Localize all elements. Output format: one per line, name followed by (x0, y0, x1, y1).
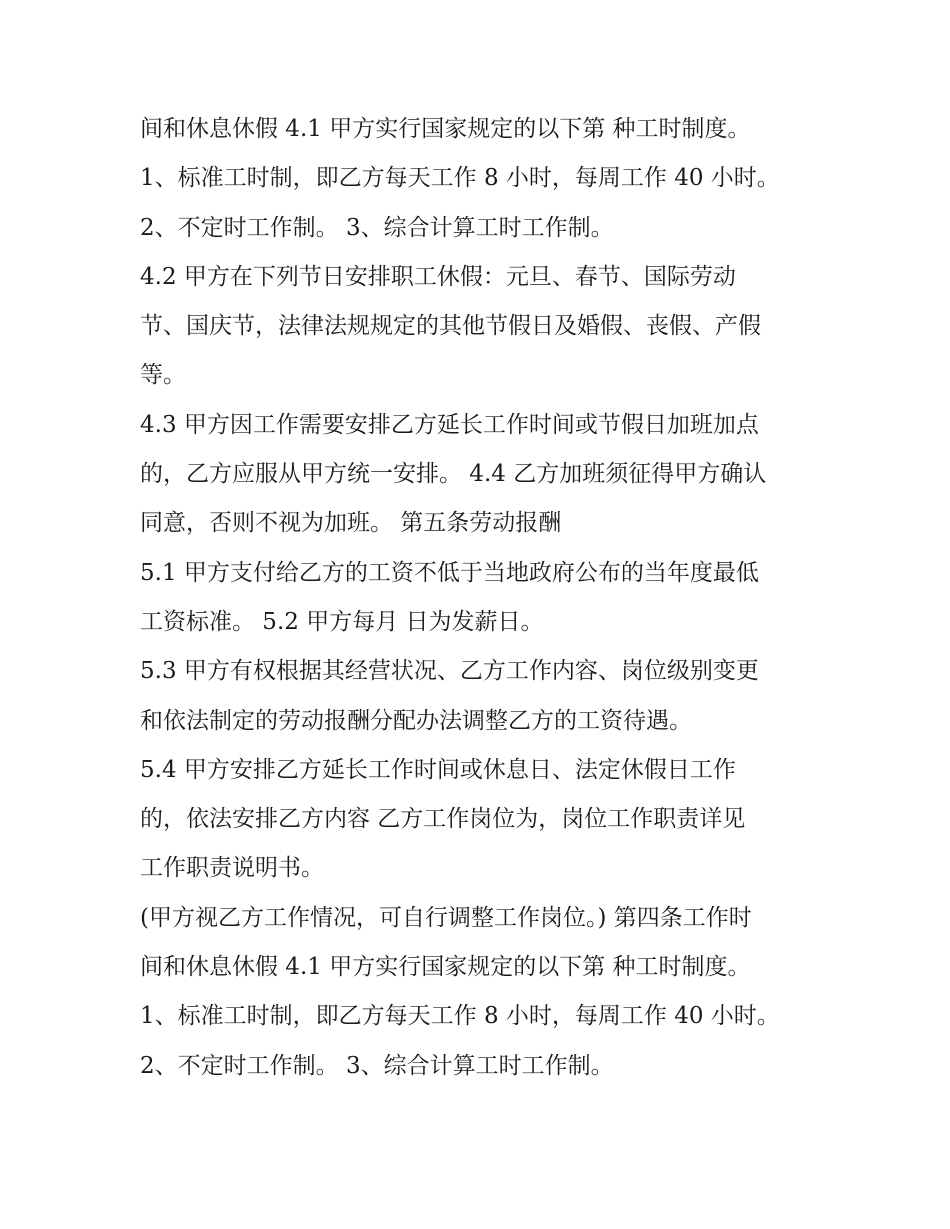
text-line: 5.4 甲方安排乙方延长工作时间或休息日、法定休假日工作 (140, 756, 736, 783)
text-line: 2、不定时工作制。 3、综合计算工时工作制。 (140, 1052, 614, 1079)
text-line: (甲方视乙方工作情况，可自行调整工作岗位。) 第四条工作时 (140, 904, 752, 931)
text-line: 1、标准工时制，即乙方每天工作 8 小时，每周工作 40 小时。 (140, 1003, 780, 1030)
text-line: 间和休息休假 4.1 甲方实行国家规定的以下第 种工时制度。 (140, 954, 751, 981)
text-line: 和依法制定的劳动报酬分配办法调整乙方的工资待遇。 (140, 707, 692, 734)
document-body (140, 105, 830, 1091)
text-line: 的，乙方应服从甲方统一安排。 4.4 乙方加班须征得甲方确认 (140, 461, 767, 488)
text-line: 工资标准。 5.2 甲方每月 日为发薪日。 (140, 608, 544, 635)
text-line: 的，依法安排乙方内容 乙方工作岗位为，岗位工作职责详见 (140, 806, 746, 833)
text-line: 工作职责说明书。 (140, 855, 324, 882)
text-line: 5.3 甲方有权根据其经营状况、乙方工作内容、岗位级别变更 (140, 658, 759, 685)
text-line: 等。 (140, 362, 186, 389)
text-line: 1、标准工时制，即乙方每天工作 8 小时，每周工作 40 小时。 (140, 165, 780, 192)
text-line: 4.3 甲方因工作需要安排乙方延长工作时间或节假日加班加点 (140, 411, 759, 438)
text-line: 4.2 甲方在下列节日安排职工休假：元旦、春节、国际劳动 (140, 263, 736, 290)
text-line: 5.1 甲方支付给乙方的工资不低于当地政府公布的当年度最低 (140, 559, 759, 586)
text-line: 节、国庆节，法律法规规定的其他节假日及婚假、丧假、产假 (140, 313, 761, 340)
text-line: 间和休息休假 4.1 甲方实行国家规定的以下第 种工时制度。 (140, 116, 751, 142)
text-line: 2、不定时工作制。 3、综合计算工时工作制。 (140, 214, 614, 241)
text-line: 同意，否则不视为加班。 第五条劳动报酬 (140, 510, 562, 537)
